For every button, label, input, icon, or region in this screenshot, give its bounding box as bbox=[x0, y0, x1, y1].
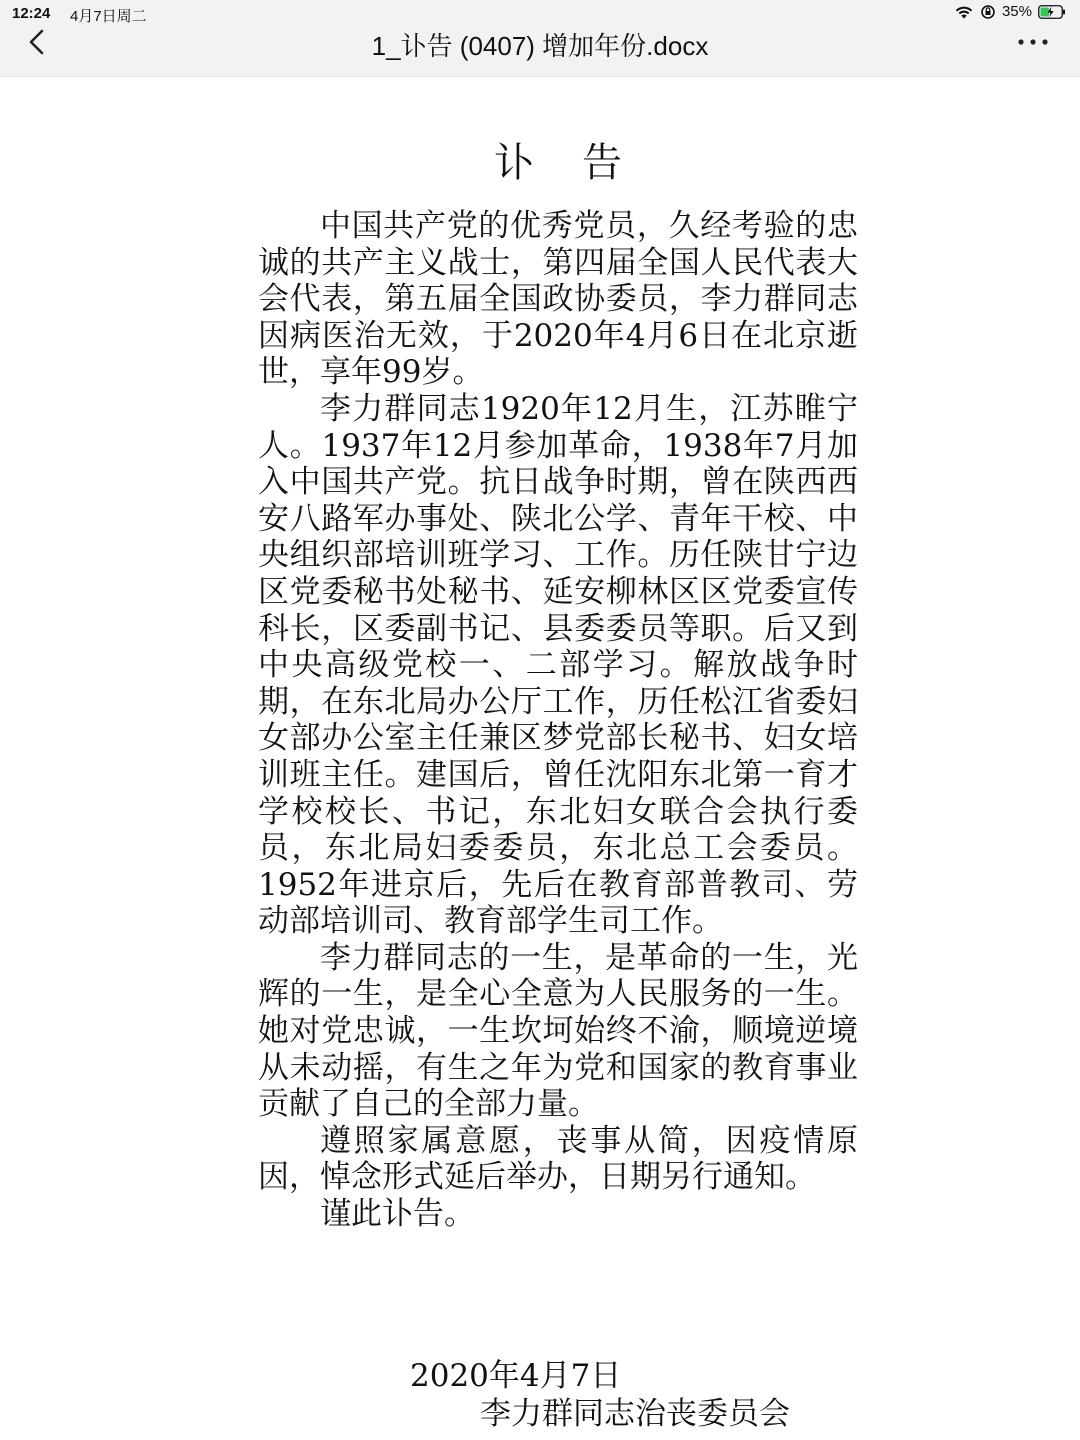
document-heading: 讣告 bbox=[494, 140, 670, 186]
document-body bbox=[258, 140, 858, 1233]
paragraph-intro: 中国共产党的优秀党员，久经考验的忠诚的共产主义战士，第四届全国人民代表大会代表，第五届全国政协委员，李力群同志因病医治无效，于2020年4月6日在北京逝世，享年99岁。 bbox=[258, 208, 858, 391]
battery-percent: 35% bbox=[1001, 3, 1032, 20]
signature-committee: 李力群同志治丧委员会 bbox=[480, 1396, 790, 1432]
more-options-icon[interactable] bbox=[1016, 32, 1050, 52]
wifi-icon bbox=[954, 4, 974, 20]
status-indicators bbox=[954, 3, 1066, 20]
app-toolbar bbox=[0, 0, 1080, 77]
signature-date: 2020年4月7日 bbox=[410, 1358, 622, 1394]
status-time: 12:24 bbox=[12, 5, 51, 22]
status-bar bbox=[0, 0, 1080, 28]
battery-charging-icon bbox=[1038, 4, 1066, 20]
paragraph-biography: 李力群同志1920年12月生，江苏睢宁人。1937年12月参加革命，1938年7月加入中国共产党。抗日战争时期，曾在陕西西安八路军办事处、陕北公学、青年干校、中央组织部培训班学习、工作。历任陕甘宁边区党委秘书处秘书、延安柳林区区党委宣传科长，区委副书记、县委委员等职。后又到中央高级党校一、二部学习。解放战争时期，在东北局办公厅工作，历任松江省委妇女部办公室主任兼区梦党部长秘书、妇女培训班主任。建国后，曾任沈阳东北第一育才学校校长、书记，东北妇女联合会执行委员，东北局妇委委员，东北总工会委员。1952年进京后，先后在教育部普教司、劳动部培训司、教育部学生司工作。 bbox=[258, 390, 858, 940]
paragraph-tribute: 李力群同志的一生，是革命的一生，光辉的一生，是全心全意为人民服务的一生。她对党忠诚，一生坎坷始终不渝，顺境逆境从未动摇，有生之年为党和国家的教育事业贡献了自己的全部力量。 bbox=[258, 939, 858, 1123]
paragraph-funeral-notice: 遵照家属意愿，丧事从简，因疫情原因，悼念形式延后举办，日期另行通知。 bbox=[258, 1122, 858, 1196]
paragraph-closing: 谨此讣告。 bbox=[320, 1196, 475, 1233]
status-date: 4月7日周二 bbox=[70, 8, 147, 25]
rotation-lock-icon bbox=[980, 4, 996, 20]
document-title: 1_讣告 (0407) 增加年份.docx bbox=[371, 31, 709, 61]
